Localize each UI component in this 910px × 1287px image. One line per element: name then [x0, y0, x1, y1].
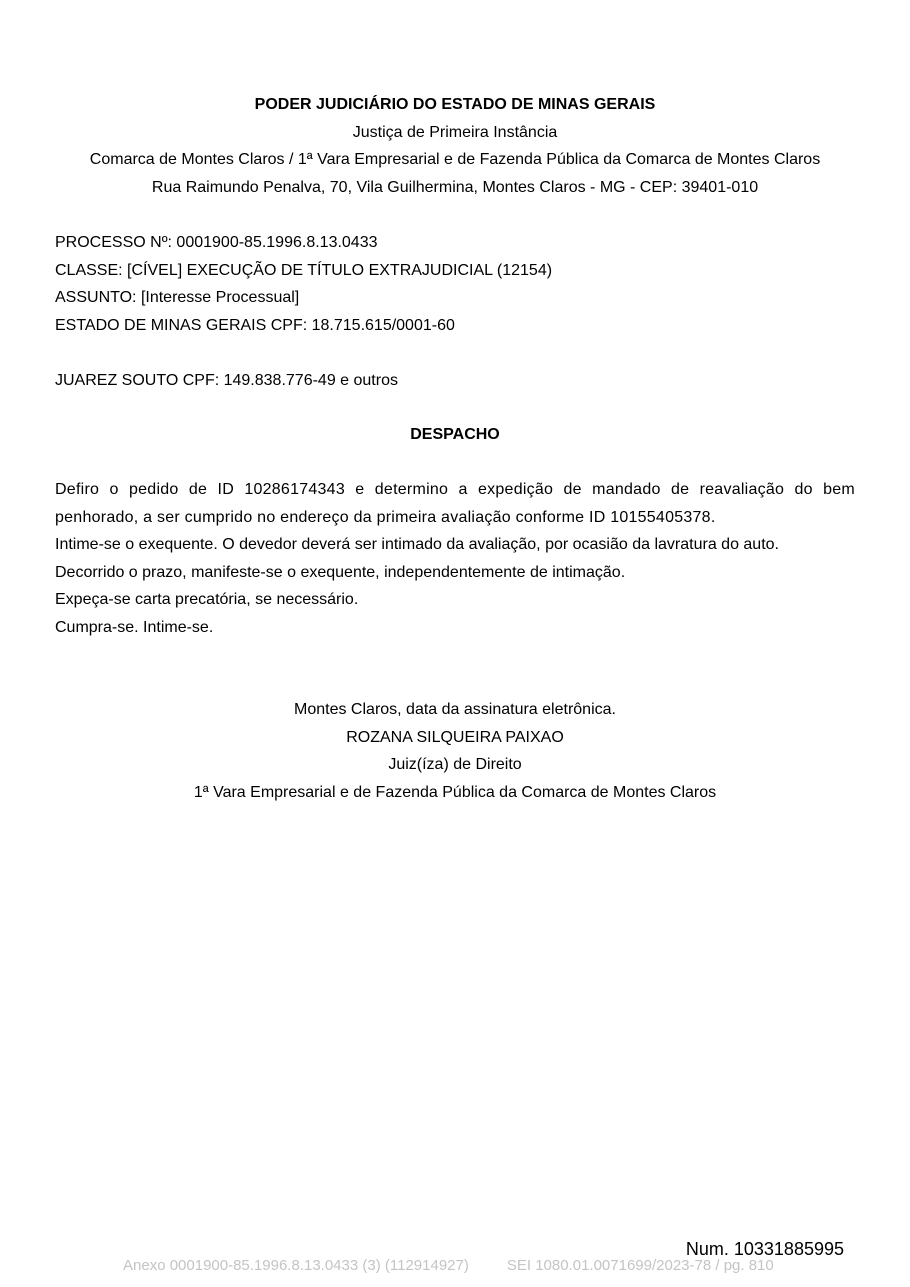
body-paragraph: Expeça-se carta precatória, se necessário. [55, 591, 359, 608]
body-paragraph: Intime-se o exequente. O devedor deverá ser intimado da avaliação, por ocasião da lavratura do auto. [55, 536, 779, 553]
case-metadata [55, 229, 855, 394]
case-subject: ASSUNTO: [Interesse Processual] [55, 289, 300, 306]
spacer [55, 339, 855, 367]
stamp-annex: Anexo 0001900-85.1996.8.13.0433 (3) (112914927) [123, 1257, 469, 1274]
body-paragraph: Cumpra-se. Intime-se. [55, 618, 214, 636]
document-number: Num. 10331885995 [685, 1239, 844, 1259]
signature-court: 1ª Vara Empresarial e de Fazenda Pública da Comarca de Montes Claros [193, 783, 717, 801]
judge-title: Juiz(íza) de Direito [388, 756, 522, 773]
signature-place-date: Montes Claros, data da assinatura eletrônica. [294, 701, 616, 718]
court-title: PODER JUDICIÁRIO DO ESTADO DE MINAS GERAIS [254, 96, 656, 113]
stamp-sei: SEI 1080.01.0071699/2023-78 / pg. 810 [506, 1257, 774, 1274]
body-paragraph: Decorrido o prazo, manifeste-se o exequente, independentemente de intimação. [55, 563, 626, 581]
process-number: PROCESSO Nº: 0001900-85.1996.8.13.0433 [55, 234, 378, 251]
judge-name: ROZANA SILQUEIRA PAIXAO [346, 728, 564, 746]
body-paragraph: Defiro o pedido de ID 10286174343 e determino a expedição de mandado de reavaliação do bem penhorado, a ser cumprido no endereço da primeira avaliação conforme ID 10155405378. [55, 481, 855, 526]
signature-block [0, 696, 910, 806]
defendant: JUAREZ SOUTO CPF: 149.838.776-49 e outros [55, 371, 398, 389]
case-class: CLASSE: [CÍVEL] EXECUÇÃO DE TÍTULO EXTRAJUDICIAL (12154) [55, 261, 553, 279]
document-body [55, 476, 855, 641]
plaintiff: ESTADO DE MINAS GERAIS CPF: 18.715.615/0001-60 [55, 316, 455, 334]
document-header [0, 91, 910, 201]
court-instance: Justiça de Primeira Instância [352, 123, 558, 141]
court-address: Rua Raimundo Penalva, 70, Vila Guilhermina, Montes Claros - MG - CEP: 39401-010 [151, 178, 759, 196]
footer-stamp [123, 1256, 823, 1276]
court-name: Comarca de Montes Claros / 1ª Vara Empresarial e de Fazenda Pública da Comarca de Montes Claros [89, 151, 821, 168]
document-heading: DESPACHO [410, 426, 500, 443]
